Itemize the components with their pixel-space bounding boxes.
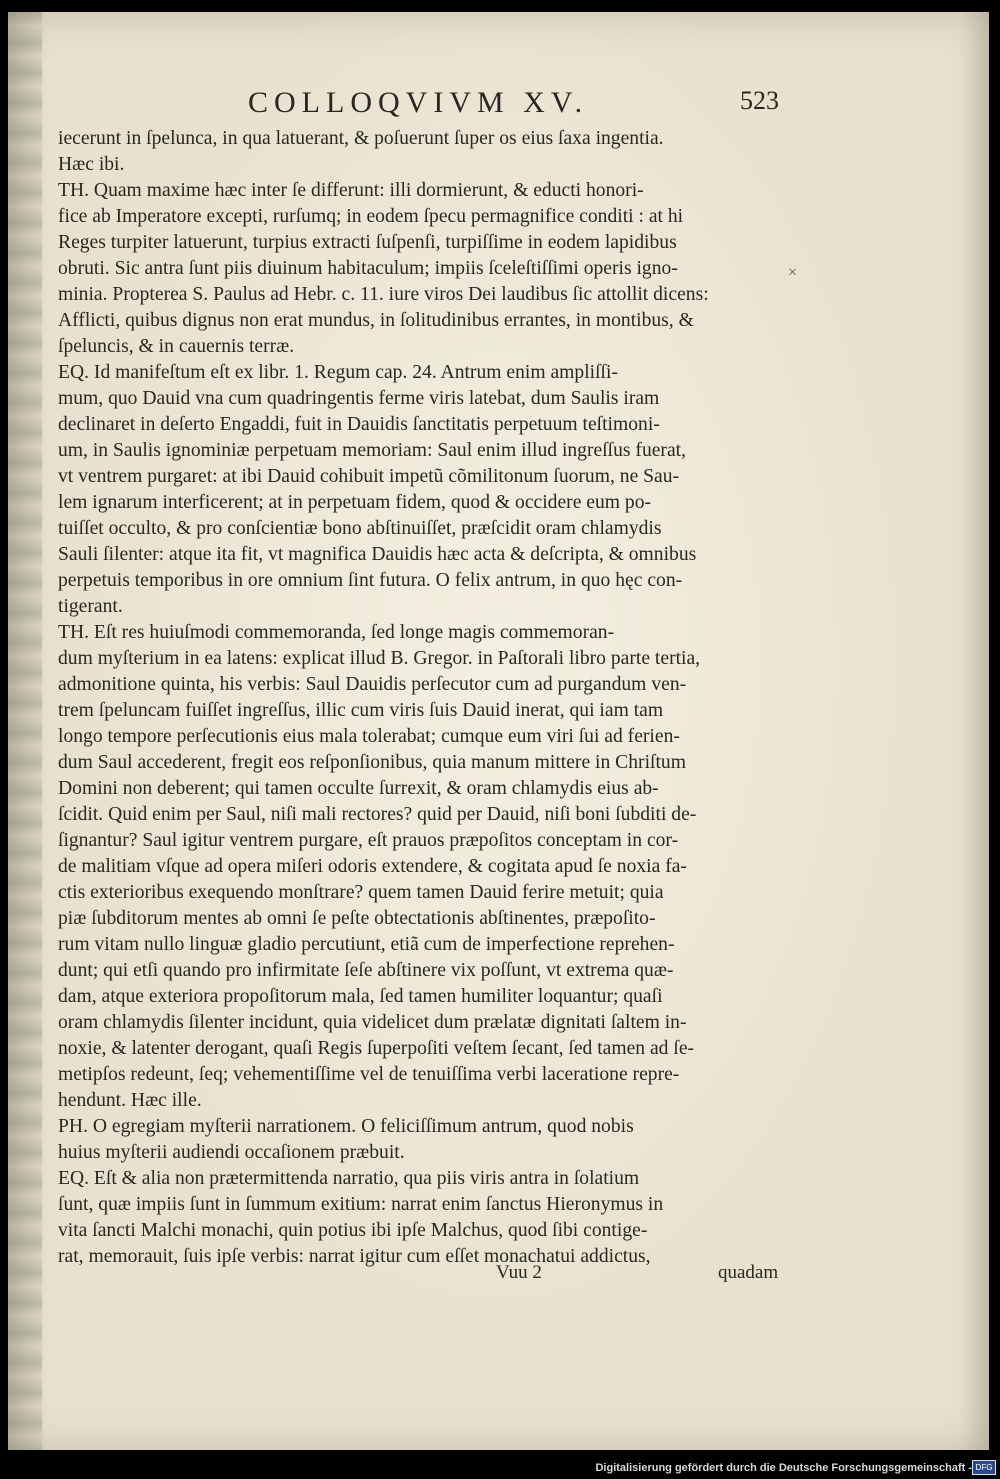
- text-line: rum vitam nullo linguæ gladio percutiunt, etiã cum de imperfectione reprehen-: [58, 934, 675, 955]
- text-line: vt ventrem purgaret: at ibi Dauid cohibuit impetũ cõmilitonum ſuorum, ne Sau-: [58, 466, 680, 487]
- text-line: metipſos redeunt, ſeq; vehementiſſime vel de tenuiſſima verbi laceratione repre-: [58, 1064, 680, 1085]
- text-line: Domini non deberent; qui tamen occulte ſurrexit, & oram chlamydis eius ab-: [58, 778, 659, 799]
- text-line: oram chlamydis ſilenter incidunt, quia videlicet dum prælatæ dignitati ſaltem in-: [58, 1012, 687, 1033]
- text-line: ſcidit. Quid enim per Saul, niſi mali rectores? quid per Dauid, niſi boni ſubditi de-: [58, 804, 697, 825]
- margin-mark: ×: [788, 264, 798, 281]
- text-line: PH. O egregiam myſterii narrationem. O feliciſſimum antrum, quod nobis: [58, 1116, 634, 1137]
- text-line: Afflicti, quibus dignus non erat mundus, in ſolitudinibus errantes, in montibus, &: [58, 310, 694, 331]
- text-line: Reges turpiter latuerunt, turpius extracti ſuſpenſi, turpiſſime in eodem lapidibus: [58, 232, 677, 253]
- text-line: rat, memorauit, ſuis ipſe verbis: narrat igitur cum eſſet monachatui addictus,: [58, 1246, 651, 1267]
- text-line: ctis exterioribus exequendo monſtrare? quem tamen Dauid ferire metuit; quia: [58, 882, 664, 903]
- text-line: Hæc ibi.: [58, 154, 125, 175]
- text-line: EQ. Id manifeſtum eſt ex libr. 1. Regum cap. 24. Antrum enim ampliſſi-: [58, 362, 618, 383]
- text-line: perpetuis temporibus in ore omnium ſint futura. O felix antrum, in quo hęc con-: [58, 570, 683, 591]
- text-line: piæ ſubditorum mentes ab omni ſe peſte obtectationis abſtinentes, præpoſito-: [58, 908, 656, 929]
- text-line: um, in Saulis ignominiæ perpetuam memoriam: Saul enim illud ingreſſus fuerat,: [58, 440, 686, 461]
- text-line: obruti. Sic antra ſunt piis diuinum habitaculum; impiis ſceleſtiſſimi operis igno-: [58, 258, 678, 279]
- signature-mark: Vuu 2: [496, 1262, 542, 1283]
- text-line: iecerunt in ſpelunca, in qua latuerant, & poſuerunt ſuper os eius ſaxa ingentia.: [58, 128, 664, 149]
- text-line: hendunt. Hæc ille.: [58, 1090, 202, 1111]
- text-line: mum, quo Dauid vna cum quadringentis ferme viris latebat, dum Saulis iram: [58, 388, 660, 409]
- text-line: trem ſpeluncam fuiſſet ingreſſus, illic cum viris ſuis Dauid inerat, qui iam tam: [58, 700, 664, 721]
- text-line: admonitione quinta, his verbis: Saul Dauidis perſecutor cum ad purgandum ven-: [58, 674, 687, 695]
- text-line: dam, atque exteriora propoſitorum mala, ſed tamen humiliter loquantur; quaſi: [58, 986, 663, 1007]
- page-gutter: [8, 12, 42, 1450]
- page-number: 523: [740, 86, 779, 115]
- text-line: dum Saul accederent, fregit eos reſponſionibus, quia manum mittere in Chriſtum: [58, 752, 686, 773]
- text-line: Sauli ſilenter: atque ita fit, vt magnifica Dauidis hæc acta & deſcripta, & omnibus: [58, 544, 697, 565]
- text-line: dunt; qui etſi quando pro infirmitate ſeſe abſtinere vix poſſunt, vt extrema quæ-: [58, 960, 674, 981]
- text-line: tuiſſet occulto, & pro conſcientiæ bono abſtinuiſſet, præſcidit oram chlamydis: [58, 518, 662, 539]
- text-line: ſpeluncis, & in cauernis terræ.: [58, 336, 295, 357]
- text-line: vita ſancti Malchi monachi, quin potius ibi ipſe Malchus, quod ſibi contige-: [58, 1220, 648, 1241]
- text-line: ſunt, quæ impiis ſunt in ſummum exitium: narrat enim ſanctus Hieronymus in: [58, 1194, 664, 1215]
- running-header: COLLOQVIVM XV.: [248, 86, 589, 119]
- text-line: dum myſterium in ea latens: explicat illud B. Gregor. in Paſtorali libro parte tertia,: [58, 648, 701, 669]
- text-line: TH. Quam maxime hæc inter ſe differunt: illi dormierunt, & educti honori-: [58, 180, 644, 201]
- text-line: huius myſterii audiendi occaſionem præbuit.: [58, 1142, 405, 1163]
- dfg-logo-icon: DFG: [972, 1460, 996, 1475]
- text-line: de malitiam vſque ad opera miſeri odoris extendere, & cogitata apud ſe noxia fa-: [58, 856, 687, 877]
- body-text: [58, 126, 784, 1270]
- text-line: TH. Eſt res huiuſmodi commemoranda, ſed longe magis commemoran-: [58, 622, 615, 643]
- text-line: tigerant.: [58, 596, 123, 617]
- text-line: declinaret in deſerto Engaddi, fuit in Dauidis ſanctitatis perpetuum teſtimoni-: [58, 414, 660, 435]
- text-line: longo tempore perſecutionis eius mala tolerabat; cumque eum viri ſui ad ferien-: [58, 726, 680, 747]
- text-line: fice ab Imperatore excepti, rurſumq; in eodem ſpecu permagnifice conditi : at hi: [58, 206, 684, 227]
- digitization-credit: Digitalisierung gefördert durch die Deutsche Forschungsgemeinschaft -: [595, 1462, 972, 1474]
- text-line: EQ. Eſt & alia non prætermittenda narratio, qua piis viris antra in ſolatium: [58, 1168, 640, 1189]
- catchword: quadam: [718, 1262, 779, 1283]
- text-line: lem ignarum interficerent; at in perpetuam fidem, quod & occidere eum po-: [58, 492, 652, 513]
- text-line: noxie, & latenter derogant, quaſi Regis ſuperpoſiti veſtem ſecant, ſed tamen ad ſe-: [58, 1038, 695, 1059]
- text-line: ſignantur? Saul igitur ventrem purgare, eſt prauos præpoſitos conceptam in cor-: [58, 830, 679, 851]
- text-line: minia. Propterea S. Paulus ad Hebr. c. 11. iure viros Dei laudibus ſic attollit dicens:: [58, 284, 709, 305]
